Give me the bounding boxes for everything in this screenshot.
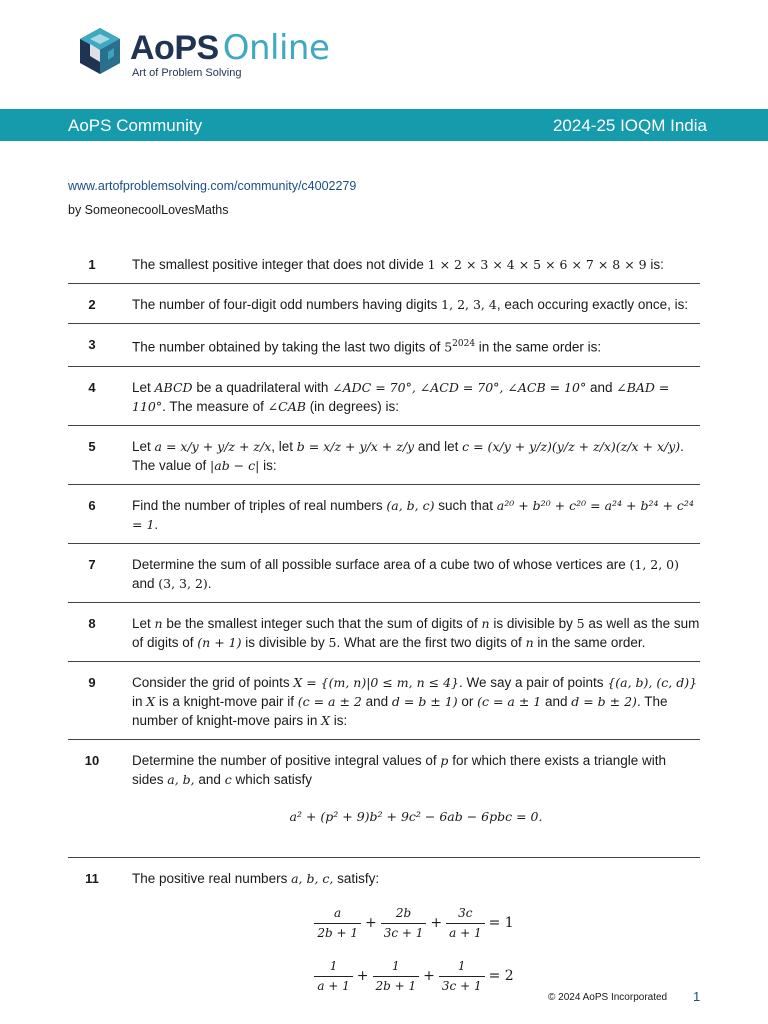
plus-sign: + <box>430 914 443 931</box>
math-expr: ∠CAB <box>267 398 306 414</box>
problem-number: 2 <box>88 297 96 312</box>
math-expr: (c = a ± 2 <box>297 693 362 709</box>
problem-text <box>132 751 700 826</box>
problem-text-part: , each occuring exactly once, is: <box>496 297 689 312</box>
problem-text-part: The number obtained by taking the last two digits of <box>132 339 445 355</box>
math-expr: (n + 1) <box>197 634 242 650</box>
banner-community-title: AoPS Community <box>68 116 203 135</box>
denominator: 3c + 1 <box>383 925 424 940</box>
math-exponent: 2024 <box>452 339 476 349</box>
math-expr: n <box>481 615 490 631</box>
fraction <box>446 904 484 943</box>
problem-text-part: for which there exists a triangle with sides <box>132 752 667 787</box>
numerator: 1 <box>439 957 485 977</box>
problem-item <box>68 858 700 1011</box>
math-expr: d = b ± 2) <box>571 693 637 709</box>
problem-text-part: Find the number of triples of real numbers <box>132 497 387 513</box>
problem-number: 10 <box>84 752 100 768</box>
fraction <box>439 957 485 996</box>
problem-number: 1 <box>88 257 96 272</box>
author-line: by SomeonecoolLovesMaths <box>68 203 229 217</box>
problem-text-part: (in degrees) is: <box>305 398 399 414</box>
problem-number: 9 <box>88 674 96 690</box>
problem-text-part: . <box>207 575 212 591</box>
denominator: 2b + 1 <box>317 925 358 940</box>
problem-text-part: and <box>132 575 159 591</box>
equation-row-1 <box>132 904 700 943</box>
problem-item <box>68 740 700 858</box>
numerator: a <box>314 904 361 924</box>
math-base: 5 <box>444 339 453 355</box>
denominator: a + 1 <box>317 978 350 993</box>
problem-item <box>68 426 700 485</box>
denominator: a + 1 <box>449 925 482 940</box>
problem-text-part: . The measure of <box>162 398 268 414</box>
math-expr: 1, 2, 3, 4 <box>441 297 497 312</box>
problem-text-part: . We say a pair of points <box>458 674 608 690</box>
problem-item <box>68 603 700 662</box>
equation-rhs: = 2 <box>488 967 514 984</box>
problem-text-part: such that <box>434 497 497 513</box>
math-expr: ABCD <box>154 379 193 395</box>
problem-text-part: . The value of <box>132 438 684 473</box>
problem-text-part: The smallest positive integer that does not divide <box>132 257 428 272</box>
math-expr: b = x/z + y/x + z/y <box>296 438 415 454</box>
logo-tagline: Art of Problem Solving <box>132 67 242 79</box>
problem-text-part: Determine the sum of all possible surface area of a cube two of whose vertices are <box>132 556 630 572</box>
plus-sign: + <box>356 967 369 984</box>
math-expr: |ab − c| <box>210 457 260 473</box>
problem-text-part: Let <box>132 615 155 631</box>
numerator: 1 <box>314 957 352 977</box>
problem-text-part: The number of four-digit odd numbers having digits <box>132 297 442 312</box>
problem-text <box>132 869 700 996</box>
display-equation: a² + (p² + 9)b² + 9c² − 6ab − 6pbc = 0. <box>289 808 543 824</box>
problem-item <box>68 284 700 324</box>
numerator: 3c <box>446 904 484 924</box>
problem-text-part: satisfy: <box>333 870 380 886</box>
math-expr: 5 <box>576 615 585 631</box>
fraction <box>381 904 427 943</box>
problem-text-part: Let <box>132 379 155 395</box>
problem-text <box>132 295 700 314</box>
problem-number: 6 <box>88 497 96 513</box>
problem-text-part: in <box>132 693 147 709</box>
problem-item <box>68 324 700 367</box>
math-expr: 1 × 2 × 3 × 4 × 5 × 6 × 7 × 8 × 9 <box>427 257 647 272</box>
footer-copyright: © 2024 AoPS Incorporated <box>548 992 668 1003</box>
logo-product: Online <box>222 28 330 68</box>
math-expr: ∠ADC = 70°, ∠ACD = 70°, ∠ACB = 10° <box>332 379 587 395</box>
problem-text-part: and <box>541 693 572 709</box>
problem-text <box>132 555 700 593</box>
math-expr: d = b ± 1) <box>391 693 458 709</box>
problem-text <box>132 673 700 730</box>
math-expr: (3, 3, 2) <box>158 575 208 591</box>
math-expr: X = {(m, n)|0 ≤ m, n ≤ 4} <box>293 674 459 690</box>
problem-list <box>68 244 700 1011</box>
problem-number: 3 <box>88 337 96 352</box>
problem-text-part: which satisfy <box>231 771 312 787</box>
denominator: 3c + 1 <box>441 978 482 993</box>
problem-text-part: in the same order is: <box>475 339 602 355</box>
problem-text-part: be a quadrilateral with <box>192 379 333 395</box>
problem-number: 8 <box>88 615 96 631</box>
problem-text <box>132 255 700 274</box>
math-expr: a²⁰ + b²⁰ + c²⁰ = a²⁴ + b²⁴ + c²⁴ = 1 <box>132 497 694 532</box>
problem-text-part: is: <box>259 457 277 473</box>
math-expr: {(a, b), (c, d)} <box>607 674 698 690</box>
problem-text <box>132 437 700 475</box>
plus-sign: + <box>423 967 435 984</box>
math-expr: 5 <box>328 634 337 650</box>
math-expr: p <box>440 752 449 768</box>
math-expr: X <box>321 712 330 728</box>
problem-text-part: as well as the sum of digits of <box>132 615 700 650</box>
problem-text-part: . <box>154 516 159 532</box>
problem-text-part: is: <box>330 712 348 728</box>
problem-text <box>132 614 700 652</box>
numerator: 2b <box>381 904 427 924</box>
math-expr: X <box>146 693 156 709</box>
community-banner <box>0 109 768 141</box>
problem-text-part: in the same order. <box>533 634 646 650</box>
problem-item <box>68 544 700 603</box>
problem-text-part: The positive real numbers <box>132 870 292 886</box>
problem-text-part: or <box>457 693 478 709</box>
problem-text-part: Determine the number of positive integral values of <box>132 752 441 768</box>
math-expr: a, b, c, <box>291 870 334 886</box>
math-expr: a = x/y + y/z + z/x <box>154 438 272 454</box>
community-url-link[interactable]: www.artofproblemsolving.com/community/c4002279 <box>68 179 357 193</box>
math-expr: (c = a ± 1 <box>477 693 542 709</box>
problem-item <box>68 244 700 284</box>
numerator: 1 <box>373 957 420 977</box>
equation-rhs: = 1 <box>488 914 514 931</box>
math-expr: (1, 2, 0) <box>629 556 680 572</box>
math-expr: (a, b, c) <box>386 497 435 513</box>
logo-brand: AoPS <box>130 29 219 67</box>
problem-text <box>132 335 700 357</box>
problem-text <box>132 496 700 534</box>
problem-number: 5 <box>88 438 96 454</box>
math-expr: a, b, <box>167 771 195 787</box>
problem-text-part: , let <box>271 438 297 454</box>
aops-logo[interactable] <box>78 26 338 82</box>
problem-text-part: and <box>586 379 617 395</box>
math-expr: ∠BAD = 110° <box>132 379 670 414</box>
problem-number: 4 <box>88 379 96 395</box>
problem-text-part: is a knight-move pair if <box>155 693 298 709</box>
problem-text-part: Let <box>132 438 155 454</box>
equation-row-2 <box>132 957 700 996</box>
fraction <box>373 957 420 996</box>
math-expr: c = (x/y + y/z)(y/z + z/x)(z/x + x/y) <box>462 438 681 454</box>
denominator: 2b + 1 <box>375 978 417 993</box>
problem-text-part: . The number of knight-move pairs in <box>132 693 668 728</box>
problem-text-part: . What are the first two digits of <box>336 634 526 650</box>
problem-item <box>68 367 700 426</box>
fraction <box>314 957 352 996</box>
fraction <box>314 904 361 943</box>
problem-text-part: is: <box>646 257 664 272</box>
problem-text-part: Consider the grid of points <box>132 674 294 690</box>
page-number: 1 <box>693 989 701 1004</box>
cube-logo-icon <box>78 26 122 76</box>
math-expr: n <box>154 615 163 631</box>
problem-item <box>68 485 700 544</box>
problem-text-part: and let <box>414 438 463 454</box>
math-expr: n <box>525 634 534 650</box>
math-expr: c <box>224 771 232 787</box>
problem-text-part: be the smallest integer such that the sum of digits of <box>162 615 482 631</box>
plus-sign: + <box>364 914 377 931</box>
problem-item <box>68 662 700 740</box>
problem-text-part: is divisible by <box>489 615 577 631</box>
problem-text-part: and <box>194 771 225 787</box>
problem-text <box>132 378 700 416</box>
problem-text-part: is divisible by <box>241 634 329 650</box>
logo-wordmark <box>130 28 329 68</box>
problem-number: 11 <box>85 870 99 886</box>
problem-text-part: and <box>361 693 392 709</box>
banner-contest-title: 2024-25 IOQM India <box>552 116 707 135</box>
problem-number: 7 <box>88 556 96 572</box>
